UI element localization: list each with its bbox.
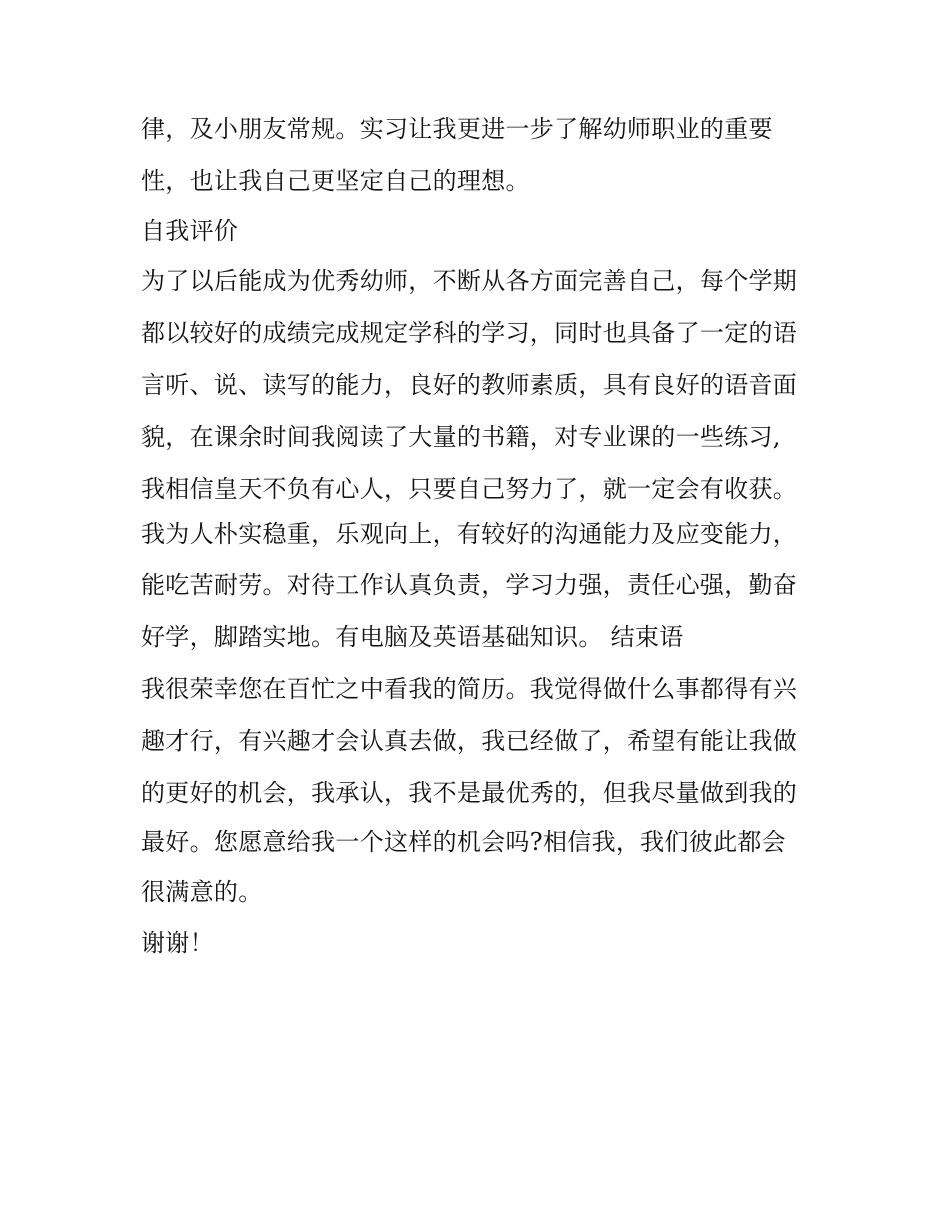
text-line: 貌，在课余时间我阅读了大量的书籍，对专业课的一些练习, <box>141 423 781 451</box>
closing-thanks: 谢谢！ <box>141 929 214 957</box>
section-heading-self-evaluation: 自我评价 <box>141 217 239 245</box>
text-line: 很满意的。 <box>141 878 263 906</box>
text-line: 趣才行，有兴趣才会认真去做，我已经做了，希望有能让我做 <box>141 727 798 755</box>
text-line: 我很荣幸您在百忙之中看我的简历。我觉得做什么事都得有兴 <box>141 675 798 703</box>
text-line: 律，及小朋友常规。实习让我更进一步了解幼师职业的重要 <box>141 115 773 143</box>
text-line: 好学，脚踏实地。有电脑及英语基础知识。 结束语 <box>141 623 684 651</box>
text-line: 我相信皇天不负有心人，只要自己努力了，就一定会有收获。 <box>141 475 798 503</box>
text-line: 我为人朴实稳重，乐观向上，有较好的沟通能力及应变能力， <box>141 520 798 548</box>
text-line: 言听、说、读写的能力，良好的教师素质，具有良好的语音面 <box>141 371 798 399</box>
text-line: 都以较好的成绩完成规定学科的学习，同时也具备了一定的语 <box>141 319 798 347</box>
text-line: 最好。您愿意给我一个这样的机会吗?相信我，我们彼此都会 <box>141 828 786 856</box>
text-line: 能吃苦耐劳。对待工作认真负责，学习力强，责任心强，勤奋 <box>141 571 798 599</box>
text-line: 性，也让我自己更坚定自己的理想。 <box>141 167 530 195</box>
text-line: 为了以后能成为优秀幼师，不断从各方面完善自己，每个学期 <box>141 267 798 295</box>
text-line: 的更好的机会，我承认，我不是最优秀的，但我尽量做到我的 <box>141 779 798 807</box>
